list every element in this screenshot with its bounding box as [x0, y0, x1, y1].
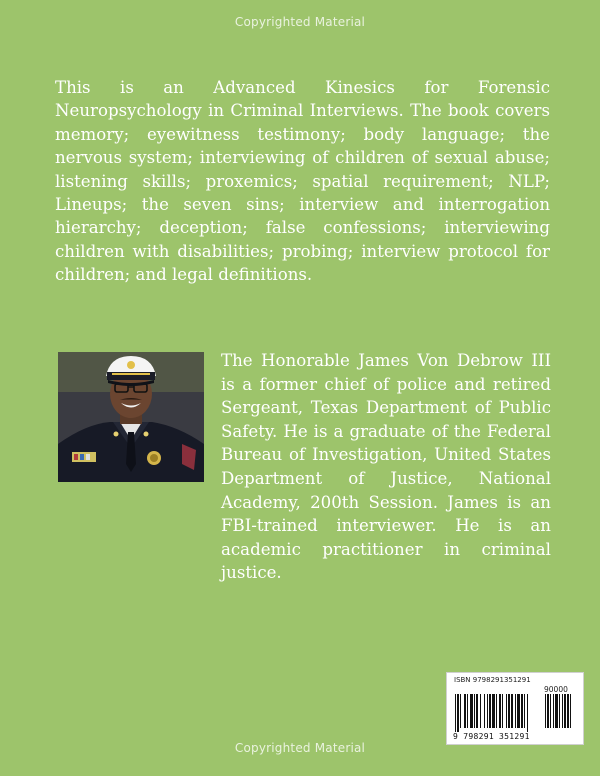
author-photo	[58, 352, 204, 482]
watermark-top: Copyrighted Material	[234, 15, 366, 29]
price-code: 90000	[544, 685, 568, 694]
barcode-bars-icon	[453, 694, 577, 732]
barcode-digits: 9 798291 351291	[453, 732, 530, 741]
author-portrait-icon	[58, 352, 204, 482]
book-description: This is an Advanced Kinesics for Forensic Neuropsychology in Criminal Interviews. The book covers memory; eyewitness testimony; body language; the nervous system; interviewing of children of sexual abuse; listening skills; proxemics; spatial requirement; NLP; Lineups; the seven sins; interview and interrogation hierarchy; deception; false confessions; interviewing children with disabilities; probing; interview protocol for children; and legal definitions.	[55, 78, 550, 285]
author-bio: The Honorable James Von Debrow III is a former chief of police and retired Sergeant, Texas Department of Public Safety. He is a graduate of the Federal Bureau of Investigation, United States Department of Justice, National Academy, 200th Session. James is an FBI-trained interviewer. He is an academic practitioner in criminal justice.	[221, 351, 551, 583]
isbn-barcode	[446, 672, 584, 745]
watermark-bottom: Copyrighted Material	[234, 741, 366, 755]
isbn-label: ISBN 9798291351291	[454, 676, 531, 684]
